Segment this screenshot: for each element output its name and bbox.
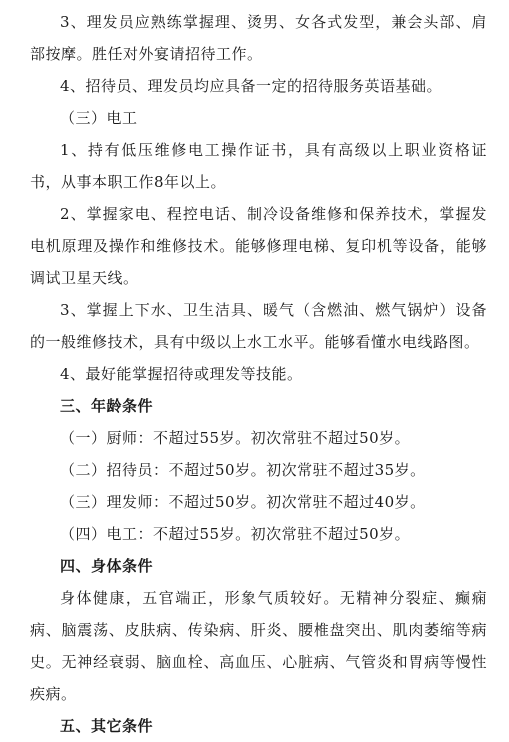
electrician-requirement-2: 2、掌握家电、程控电话、制冷设备维修和保养技术，掌握发电机原理及操作和维修技术。能够修理电梯、复印机等设备，能够调试卫星天线。 <box>30 205 487 287</box>
barber-requirement-3: 3、理发员应熟练掌握理、烫男、女各式发型，兼会头部、肩部按摩。胜任对外宴请招待工作。 <box>30 13 487 63</box>
barber-requirement-4: 4、招待员、理发员均应具备一定的招待服务英语基础。 <box>60 77 443 95</box>
age-line-chef: （一）厨师：不超过55岁。初次常驻不超过50岁。 <box>60 429 411 447</box>
health-section-title: 四、身体条件 <box>60 557 154 575</box>
age-line-attendant: （二）招待员：不超过50岁。初次常驻不超过35岁。 <box>60 461 426 479</box>
age-line-barber: （三）理发师：不超过50岁。初次常驻不超过40岁。 <box>60 493 426 511</box>
electrician-requirement-3: 3、掌握上下水、卫生洁具、暖气（含燃油、燃气锅炉）设备的一般维修技术，具有中级以上水工水平。能够看懂水电线路图。 <box>30 301 487 351</box>
health-requirements-text: 身体健康，五官端正，形象气质较好。无精神分裂症、癫痫病、脑震荡、皮肤病、传染病、肝炎、腰椎盘突出、肌肉萎缩等病史。无神经衰弱、脑血栓、高血压、心脏病、气管炎和胃病等慢性疾病。 <box>30 589 487 703</box>
other-section-title: 五、其它条件 <box>60 717 154 735</box>
age-line-electrician: （四）电工：不超过55岁。初次常驻不超过50岁。 <box>60 525 411 543</box>
electrician-requirement-1: 1、持有低压维修电工操作证书，具有高级以上职业资格证书，从事本职工作8年以上。 <box>30 141 487 191</box>
electrician-requirement-4: 4、最好能掌握招待或理发等技能。 <box>60 365 303 383</box>
electrician-title: （三）电工 <box>60 109 138 127</box>
age-section-title: 三、年龄条件 <box>60 397 154 415</box>
